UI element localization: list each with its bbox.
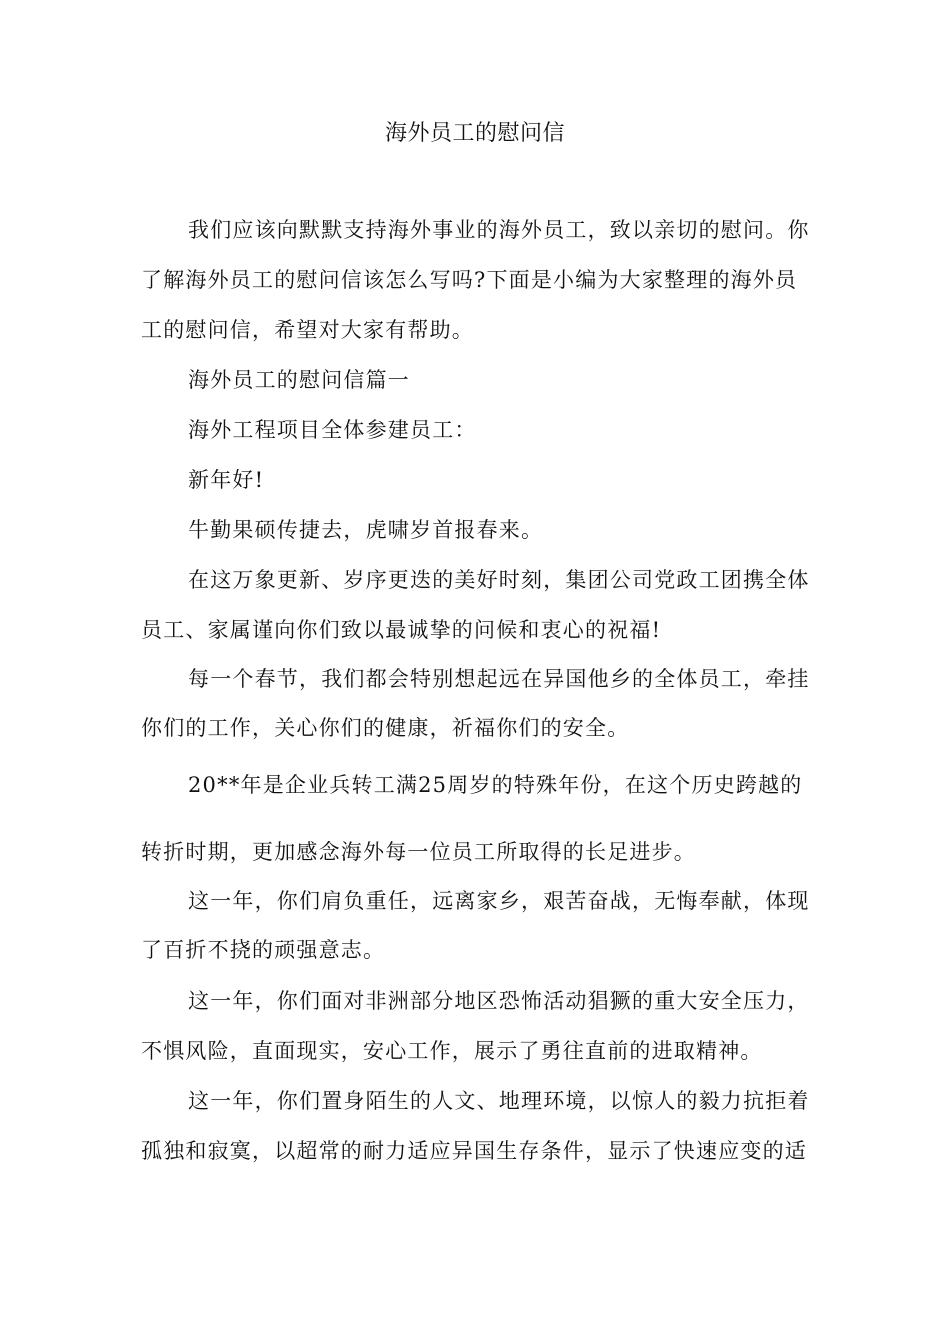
body-line: 这一年，你们面对非洲部分地区恐怖活动猖獗的重大安全压力， bbox=[188, 989, 810, 1013]
salutation: 海外工程项目全体参建员工： bbox=[188, 418, 477, 442]
body-line: 了百折不挠的顽强意志。 bbox=[141, 938, 386, 962]
body-line: 孤独和寂寞，以超常的耐力适应异国生存条件，显示了快速应变的适 bbox=[141, 1139, 807, 1163]
section-heading: 海外员工的慰问信篇一 bbox=[188, 368, 410, 392]
body-line: 你们的工作，关心你们的健康，祈福你们的安全。 bbox=[141, 716, 630, 740]
greeting: 新年好! bbox=[188, 468, 265, 492]
body-line: 了解海外员工的慰问信该怎么写吗?下面是小编为大家整理的海外员 bbox=[141, 268, 798, 292]
body-line: 这一年，你们肩负重任，远离家乡，艰苦奋战，无悔奉献，体现 bbox=[188, 889, 810, 913]
body-line: 不惧风险，直面现实，安心工作，展示了勇往直前的进取精神。 bbox=[141, 1039, 763, 1063]
document-title: 海外员工的慰问信 bbox=[384, 121, 565, 146]
body-line: 我们应该向默默支持海外事业的海外员工，致以亲切的慰问。你 bbox=[188, 218, 810, 242]
body-line: 工的慰问信，希望对大家有帮助。 bbox=[141, 318, 474, 342]
body-line: 这一年，你们置身陌生的人文、地理环境，以惊人的毅力抗拒着 bbox=[188, 1089, 810, 1113]
body-line: 在这万象更新、岁序更迭的美好时刻，集团公司党政工团携全体 bbox=[188, 568, 810, 592]
body-line: 20**年是企业兵转工满25周岁的特殊年份，在这个历史跨越的 bbox=[188, 773, 803, 797]
body-line: 员工、家属谨向你们致以最诚挚的问候和衷心的祝福! bbox=[141, 618, 662, 642]
body-line: 牛勤果硕传捷去，虎啸岁首报春来。 bbox=[188, 518, 544, 542]
body-line: 转折时期，更加感念海外每一位员工所取得的长足进步。 bbox=[141, 840, 696, 864]
body-line: 每一个春节，我们都会特别想起远在异国他乡的全体员工，牵挂 bbox=[188, 667, 810, 691]
